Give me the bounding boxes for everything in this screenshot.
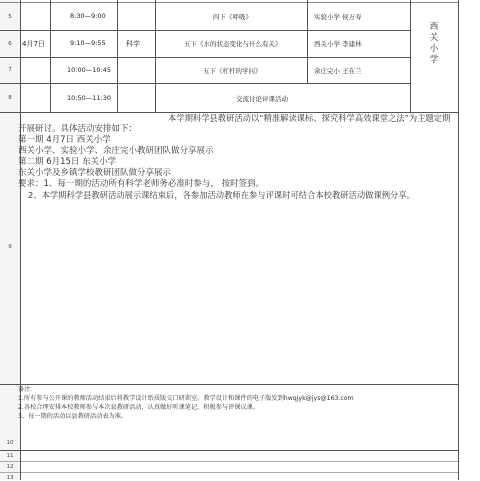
intro-line: 本学期科学县教研活动以“精准解读课标、探究科学高效课堂之法”为主题定期 bbox=[168, 113, 451, 123]
intro-line: 西关小学、实验小学、余庄完小教研团队做分享展示 bbox=[18, 146, 214, 156]
venue-cell: 西关小学 bbox=[429, 22, 439, 65]
class-title-cell: 四下《呼吸》 bbox=[213, 13, 252, 21]
row-number: 9 bbox=[8, 244, 12, 250]
grid-line bbox=[0, 83, 410, 84]
date-cell: 4月7日 bbox=[22, 40, 45, 48]
intro-line: 开展研讨。具体活动安排如下： bbox=[18, 124, 138, 134]
row-number: 5 bbox=[8, 14, 12, 20]
intro-line: 要求：1、每一期的活动所有科学老师务必准时参与， 按时签到。 bbox=[18, 179, 265, 189]
grid-line bbox=[0, 2, 458, 3]
intro-line: 2、本学期科学县教研活动展示课结束后，各参加活动教师在参与评课时可结合本校教研活动做课例分享。 bbox=[28, 190, 415, 200]
row-number: 7 bbox=[8, 67, 12, 73]
row-number: 11 bbox=[6, 453, 14, 459]
time-cell: 8:30—9:00 bbox=[70, 12, 106, 20]
row-number: 13 bbox=[6, 475, 14, 481]
class-title-cell: 五下《杠杆的学问》 bbox=[203, 67, 262, 75]
grid-line bbox=[0, 57, 410, 58]
time-cell: 10:00—10:45 bbox=[67, 66, 111, 74]
row-number: 6 bbox=[8, 41, 12, 47]
grid-line bbox=[0, 461, 458, 462]
teacher-cell: 余庄完小 王在兰 bbox=[314, 67, 362, 75]
grid-line bbox=[458, 0, 459, 480]
class-title-cell: 五下《水的状态变化与什么有关》 bbox=[184, 40, 282, 48]
grid-line bbox=[0, 450, 458, 451]
time-cell: 10:50—11:30 bbox=[67, 94, 111, 102]
intro-line: 第二期 6月15日 东关小学 bbox=[18, 157, 117, 167]
grid-line bbox=[0, 30, 410, 31]
grid-line bbox=[0, 472, 458, 473]
note-line: 1.所有参与公开课的教师活动结束后将教学设计纸质版交口研训室。教学设计和课件的电子版发到hwqjyk@jys@163.com bbox=[18, 395, 354, 402]
grid-line bbox=[155, 0, 156, 112]
note-line: 2.各校合理安排本校教师参与本次县教研活动，认真做好听课笔记，积极参与评课议课。 bbox=[18, 404, 260, 411]
row-number: 8 bbox=[8, 95, 12, 101]
subject-cell: 科学 bbox=[126, 40, 140, 48]
right-margin bbox=[458, 0, 480, 480]
grid-line bbox=[0, 384, 458, 385]
grid-line bbox=[50, 0, 51, 112]
grid-line bbox=[117, 0, 118, 112]
note-line: 3、每一期的活动以县教研活动表为准。 bbox=[18, 413, 128, 420]
intro-line: 第一期 4月7日 西关小学 bbox=[18, 135, 111, 145]
grid-line bbox=[307, 0, 308, 84]
intro-line: 东关小学及乡镇学校教研团队做分享展示 bbox=[18, 168, 172, 178]
row-number: 10 bbox=[6, 440, 14, 446]
activity-cell: 交流讨论评课活动 bbox=[236, 95, 288, 103]
grid-line bbox=[410, 0, 411, 112]
notes-heading: 备注： bbox=[18, 386, 37, 393]
row-number: 12 bbox=[6, 464, 14, 470]
teacher-cell: 西关小学 李建林 bbox=[314, 40, 362, 48]
time-cell: 9:10—9:55 bbox=[70, 39, 106, 47]
teacher-cell: 实验小学 侯万寿 bbox=[314, 13, 362, 21]
